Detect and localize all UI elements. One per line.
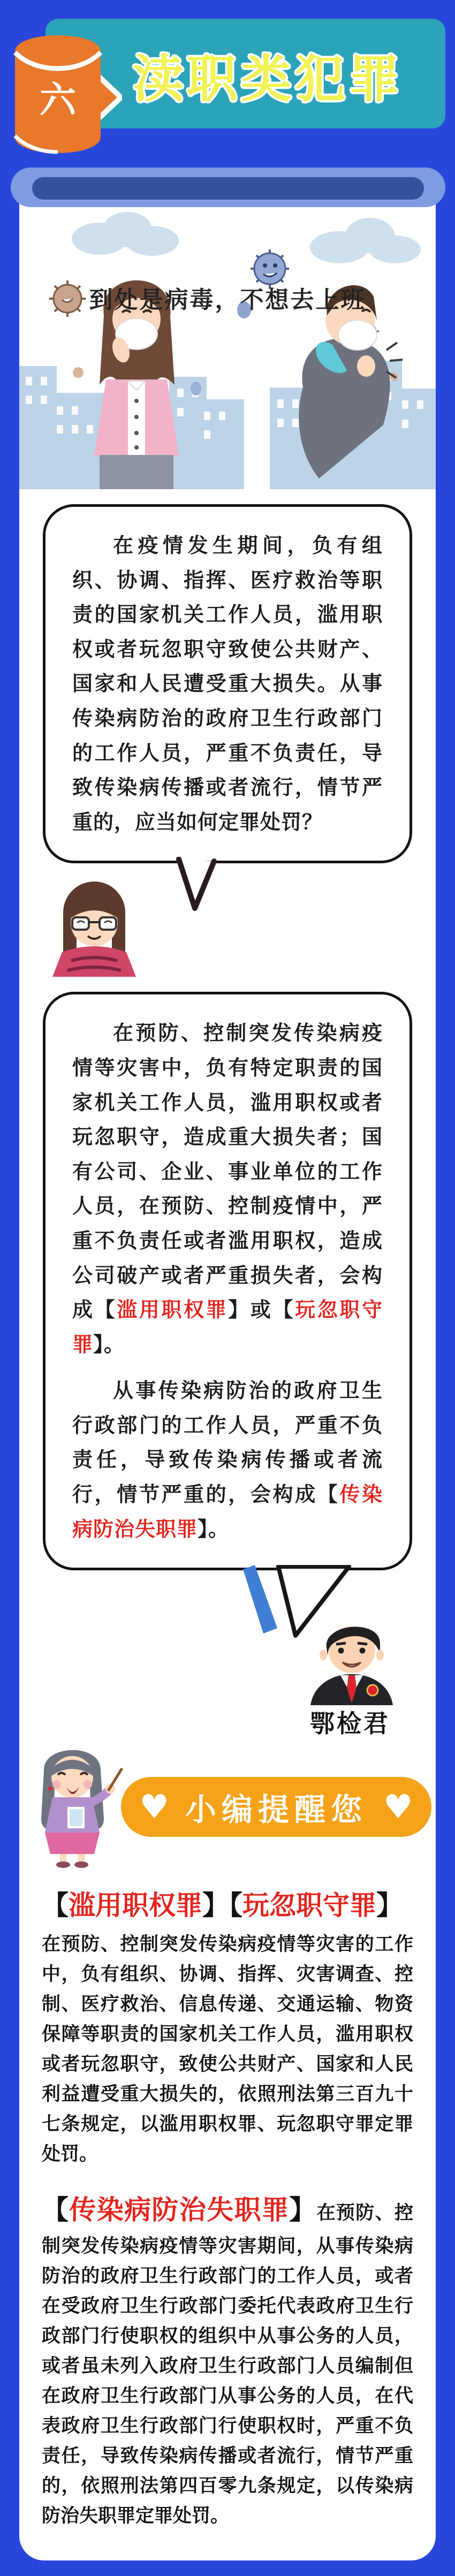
asker-avatar (47, 872, 142, 977)
answer-paragraph-2 (72, 1373, 383, 1546)
question-tail-row (19, 863, 436, 977)
answer-tail-row (19, 1570, 436, 1738)
scene-caption: 到处是病毒，不想去上班 (89, 286, 366, 314)
reminder-banner-row (19, 1735, 436, 1869)
crime-name-dereliction: 玩忽职守罪 (72, 1298, 383, 1356)
answer-text: 】。 (198, 1517, 230, 1541)
bracket: 【 (42, 2194, 70, 2226)
answer-bubble (43, 992, 412, 1570)
speech-tail-icon (239, 1565, 362, 1640)
question-bubble (43, 504, 412, 863)
heart-icon: ♥ (383, 1787, 413, 1827)
answer-text: 】。 (93, 1332, 125, 1356)
editor-avatar (22, 1737, 124, 1868)
section-neglect-text: 在预防、控制突发传染病疫情等灾害期间，从事传染病防治的政府卫生行政部门的工作人员，或者在受政府卫生行政部门委托代表政府卫生行政部门行使职权的组织中从事公务的人员，或者虽未列入政府卫生行政部门人员编制但在政府卫生行政部门从事公务的人员，在代表政府卫生行政部门行使职权时，严重不负责任，导致传染病传播或者流行，情节严重的，依照刑法第四百零九条规定，以传染病防治失职罪定罪处罚。 (42, 2202, 414, 2527)
ribbon-icon (15, 35, 121, 153)
bracket: 】 (289, 2194, 317, 2226)
section-abuse-body: 在预防、控制突发传染病疫情等灾害的工作中，负有组织、协调、指挥、灾害调查、控制、医疗救治、信息传递、交通运输、物资保障等职责的国家机关工作人员，滥用职权或者玩忽职守，致使公共财产、国家和人民利益遭受重大损失的，依照刑法第三百九十七条规定，以滥用职权罪、玩忽职守罪定罪处罚。 (42, 1934, 413, 2165)
section-abuse-of-power (42, 1888, 413, 2169)
bracket: 】 (202, 1890, 229, 1921)
section-abuse-heading (42, 1888, 413, 1923)
heart-icon: ♥ (139, 1787, 169, 1827)
cloud-icon (72, 212, 421, 263)
section-epidemic-neglect (42, 2189, 413, 2531)
answer-text: 从事传染病防治的政府卫生行政部门的工作人员，严重不负责任，导致传染病传播或者流行，情节严重的，会构成【 (72, 1379, 383, 1507)
crime-name-epidemic-neglect: 传染病防治失职罪 (72, 1483, 383, 1541)
crime-title-dereliction: 玩忽职守罪 (242, 1890, 376, 1921)
section-number-ribbon-icon (5, 31, 122, 164)
header (0, 0, 455, 187)
section-neglect-body (42, 2189, 413, 2531)
crime-name-abuse-of-power: 滥用职权罪 (117, 1298, 229, 1322)
content-panel (19, 187, 436, 2560)
epidemic-scene-graphic (19, 200, 436, 489)
page-title: 渎职类犯罪 (133, 50, 404, 109)
answer-text: 在预防、控制突发传染病疫情等灾害中，负有特定职责的国家机关工作人员，滥用职权或者玩忽职守，造成重大损失者；国有公司、企业、事业单位的工作人员，在预防、控制疫情中，严重不负责任或者滥用职权，造成公司破产或者严重损失者，会构成【 (72, 1021, 383, 1322)
bracket: 】 (376, 1890, 403, 1921)
hanger-bar-inner (32, 177, 424, 200)
bracket: 【 (42, 1890, 69, 1921)
badge-number: 六 (39, 79, 77, 121)
crime-title-abuse-of-power: 滥用职权罪 (69, 1890, 202, 1921)
answer-paragraph-1 (72, 1016, 383, 1362)
reminder-label: 小编提醒您 (185, 1791, 367, 1828)
speech-tail-icon (173, 857, 224, 913)
crime-title-epidemic-neglect: 传染病防治失职罪 (69, 2194, 290, 2226)
answer-text: 】或【 (228, 1298, 295, 1322)
answerer-name: 鄂检君 (310, 1709, 390, 1738)
epidemic-illustration (19, 200, 436, 489)
question-text: 在疫情发生期间，负有组织、协调、指挥、医疗救治等职责的国家机关工作人员，滥用职权或者玩忽职守致使公共财产、国家和人民遭受重大损失。从事传染病防治的政府卫生行政部门的工作人员，严重不负责任，导致传染病传播或者流行，情节严重的，应当如何定罪处罚？ (72, 534, 383, 834)
bracket: 【 (229, 1890, 242, 1921)
reminder-banner (121, 1777, 431, 1837)
